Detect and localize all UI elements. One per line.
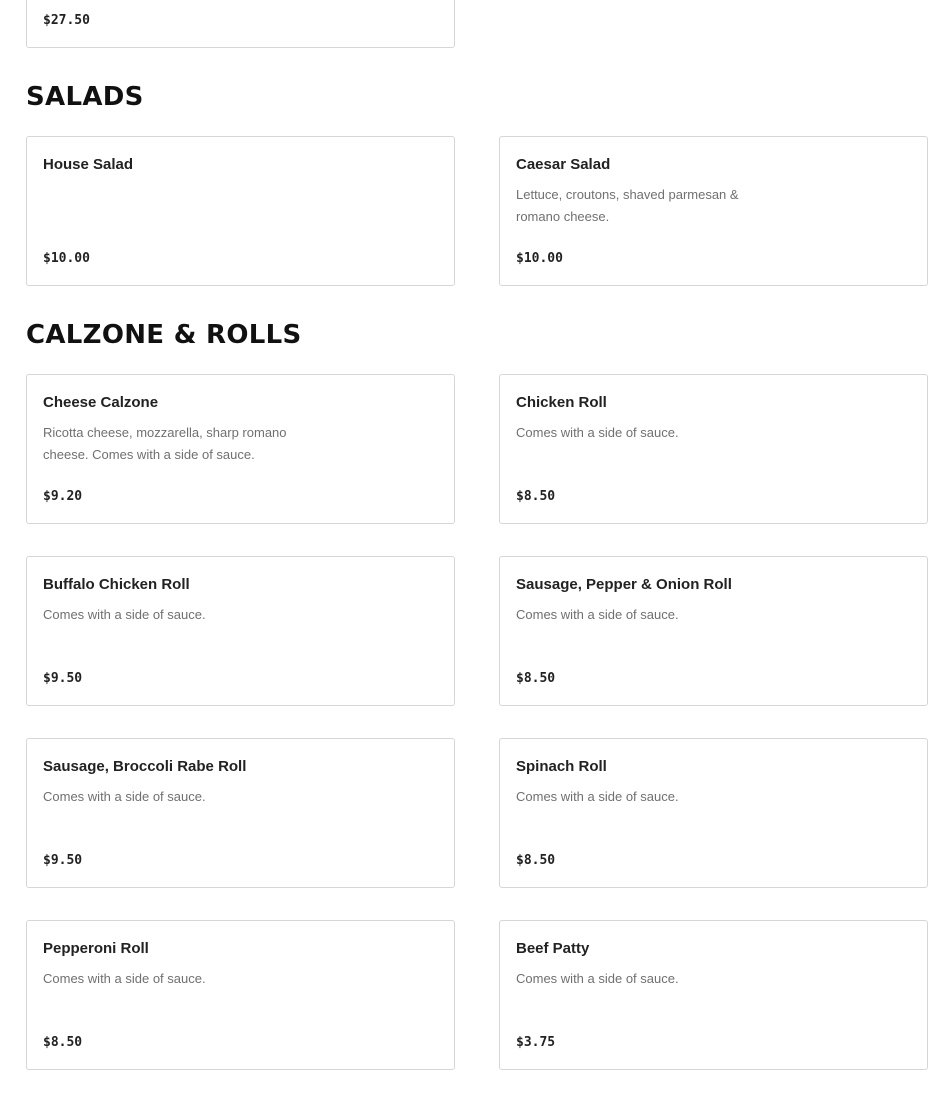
item-description: Comes with a side of sauce. xyxy=(43,789,206,804)
section-title-calzone-rolls: CALZONE & ROLLS xyxy=(26,320,302,350)
menu-item-card[interactable] xyxy=(499,136,928,286)
menu-item-card[interactable] xyxy=(26,556,455,706)
menu-item-card[interactable] xyxy=(499,738,928,888)
item-name: Cheese Calzone xyxy=(43,394,159,411)
item-name: Spinach Roll xyxy=(516,758,607,775)
item-price: $9.20 xyxy=(43,489,83,504)
item-name: Sausage, Pepper & Onion Roll xyxy=(516,576,732,593)
item-price: $9.50 xyxy=(43,671,83,686)
item-price: $10.00 xyxy=(43,251,90,266)
item-description: Comes with a side of sauce. xyxy=(516,607,679,622)
item-description: Comes with a side of sauce. xyxy=(516,425,679,440)
item-price: $8.50 xyxy=(516,853,556,868)
item-description: Comes with a side of sauce. xyxy=(516,789,679,804)
menu-item-card[interactable] xyxy=(499,920,928,1070)
item-price: $9.50 xyxy=(43,853,83,868)
item-name: Chicken Roll xyxy=(516,394,607,411)
item-price: $8.50 xyxy=(516,671,556,686)
item-name: Buffalo Chicken Roll xyxy=(43,576,190,593)
menu-item-card[interactable] xyxy=(26,0,455,48)
item-price: $10.00 xyxy=(516,251,563,266)
item-description: Ricotta cheese, mozzarella, sharp romano cheese. Comes with a side of sauce. xyxy=(43,425,287,462)
item-name: Caesar Salad xyxy=(516,156,611,173)
item-price: $27.50 xyxy=(43,13,90,28)
item-price: $8.50 xyxy=(43,1035,83,1050)
menu-item-card[interactable] xyxy=(499,374,928,524)
menu-item-card[interactable] xyxy=(26,136,455,286)
item-name: Pepperoni Roll xyxy=(43,940,149,957)
menu-item-card[interactable] xyxy=(26,374,455,524)
item-price: $8.50 xyxy=(516,489,556,504)
menu-item-card[interactable] xyxy=(499,556,928,706)
item-description: Comes with a side of sauce. xyxy=(43,971,206,986)
item-name: House Salad xyxy=(43,156,134,173)
section-title-salads: SALADS xyxy=(26,82,144,112)
item-name: Beef Patty xyxy=(516,940,590,957)
menu-item-card[interactable] xyxy=(26,738,455,888)
item-description: Lettuce, croutons, shaved parmesan & romano cheese. xyxy=(516,187,739,224)
menu-item-card[interactable] xyxy=(26,920,455,1070)
item-description: Comes with a side of sauce. xyxy=(43,607,206,622)
item-price: $3.75 xyxy=(516,1035,556,1050)
item-description: Comes with a side of sauce. xyxy=(516,971,679,986)
item-name: Sausage, Broccoli Rabe Roll xyxy=(43,758,247,775)
